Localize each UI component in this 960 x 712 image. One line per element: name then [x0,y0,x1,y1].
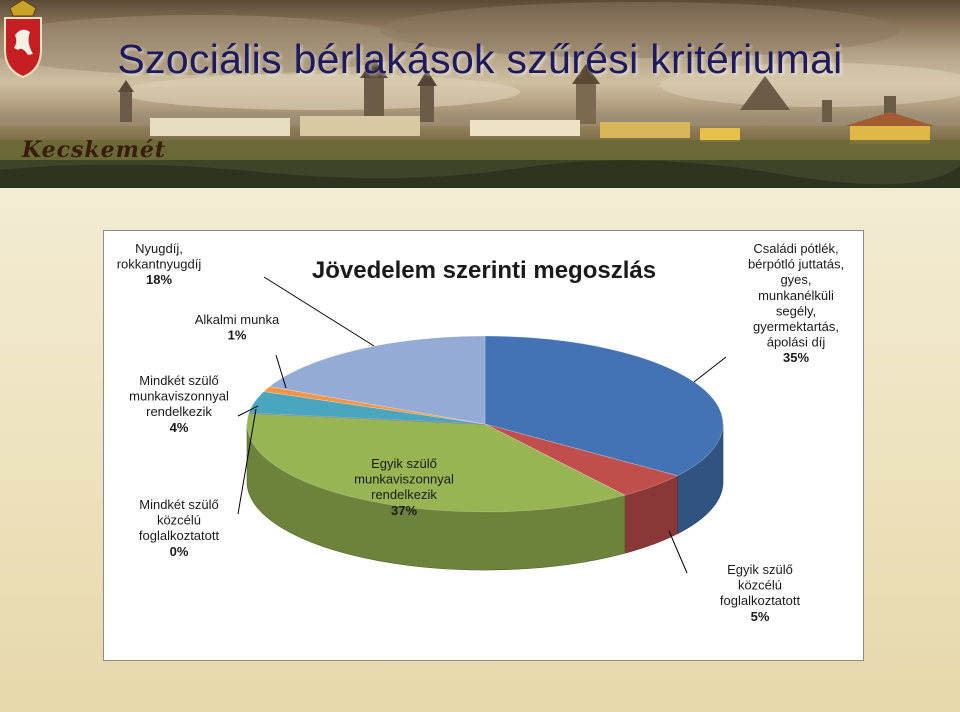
pie-slices [247,336,723,512]
slice-label-6: Nyugdíj, rokkantnyugdíj 18% [116,241,202,288]
slide-title: Szociális bérlakások szűrési kritériumai [117,36,843,82]
pie-chart-frame [103,230,864,661]
slice-value-0: 35% [782,350,810,366]
slice-label-1: Egyik szülő közcélú foglalkoztatott 5% [719,562,801,624]
slice-label-0: Családi pótlék, bérpótló juttatás, gyes, munkanélküli segély, gyermektartás, ápolási díj 35% [747,241,845,366]
leader-line-6 [264,277,374,346]
slice-value-4: 4% [169,419,189,435]
slice-value-5: 1% [227,327,247,343]
pie-chart [104,231,863,660]
slice-label-2: Egyik szülő munkaviszonnyal rendelkezik 37% [354,456,454,518]
slice-value-6: 18% [145,272,173,288]
header-banner [0,0,960,188]
slice-value-3: 0% [169,543,189,559]
slice-label-3: Mindkét szülő közcélú foglalkoztatott 0% [138,497,220,559]
leader-line-1 [669,531,687,573]
city-label: Kecskemét [22,137,167,163]
slice-value-1: 5% [750,608,770,624]
chart-title: Jövedelem szerinti megoszlás [311,257,657,284]
slice-label-5: Alkalmi munka 1% [194,312,280,343]
slice-value-2: 37% [390,502,418,518]
slice-label-4: Mindkét szülő munkaviszonnyal rendelkezik 4% [129,373,229,435]
leader-line-0 [694,357,726,382]
